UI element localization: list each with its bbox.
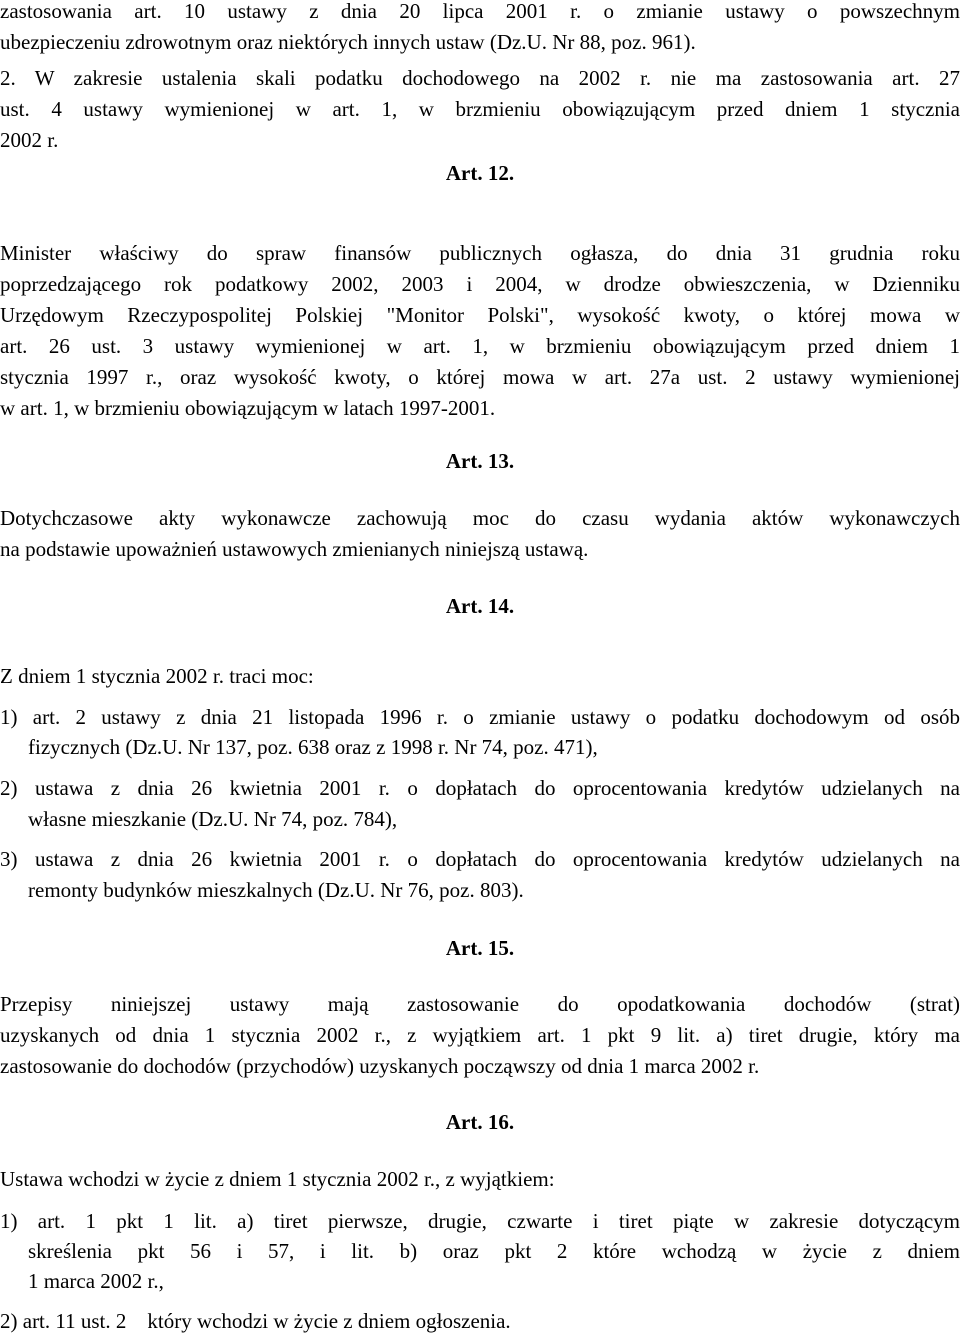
list-item-line: 2) art. 11 ust. 2 który wchodzi w życie z dniem ogłoszenia. bbox=[0, 1309, 511, 1333]
list-item-line: 3) ustawa z dnia 26 kwietnia 2001 r. o dopłatach do oprocentowania kredytów udzielanych na bbox=[0, 847, 960, 871]
paragraph-line: Ustawa wchodzi w życie z dniem 1 stycznia 2002 r., z wyjątkiem: bbox=[0, 1167, 555, 1191]
article-heading: Art. 13. bbox=[445, 449, 515, 473]
intro-line: ubezpieczeniu zdrowotnym oraz niektórych innych ustaw (Dz.U. Nr 88, poz. 961). bbox=[0, 30, 696, 54]
paragraph-line: poprzedzającego rok podatkowy 2002, 2003 i 2004, w drodze obwieszczenia, w Dzienniku bbox=[0, 272, 960, 296]
article-heading: Art. 14. bbox=[445, 594, 515, 618]
intro-line: ust. 4 ustawy wymienionej w art. 1, w brzmieniu obowiązującym przed dniem 1 stycznia bbox=[0, 97, 960, 121]
list-item-line: skreślenia pkt 56 i 57, i lit. b) oraz pkt 2 które wchodzą w życie z dniem bbox=[28, 1239, 960, 1263]
paragraph-line: stycznia 1997 r., oraz wysokość kwoty, o której mowa w art. 27a ust. 2 ustawy wymienionej bbox=[0, 365, 960, 389]
intro-line: zastosowania art. 10 ustawy z dnia 20 lipca 2001 r. o zmianie ustawy o powszechnym bbox=[0, 0, 960, 23]
article-heading: Art. 12. bbox=[445, 161, 515, 185]
paragraph-line: w art. 1, w brzmieniu obowiązującym w latach 1997-2001. bbox=[0, 396, 496, 420]
paragraph-line: Minister właściwy do spraw finansów publicznych ogłasza, do dnia 31 grudnia roku bbox=[0, 241, 960, 265]
paragraph-line: Przepisy niniejszej ustawy mają zastosowanie do opodatkowania dochodów (strat) bbox=[0, 992, 960, 1016]
paragraph-line: art. 26 ust. 3 ustawy wymienionej w art. 1, w brzmieniu obowiązującym przed dniem 1 bbox=[0, 334, 960, 358]
list-item-line: 2) ustawa z dnia 26 kwietnia 2001 r. o dopłatach do oprocentowania kredytów udzielanych na bbox=[0, 776, 960, 800]
list-item-line: własne mieszkanie (Dz.U. Nr 74, poz. 784), bbox=[28, 807, 398, 831]
intro-line: 2. W zakresie ustalenia skali podatku dochodowego na 2002 r. nie ma zastosowania art. 27 bbox=[0, 66, 960, 90]
paragraph-line: Z dniem 1 stycznia 2002 r. traci moc: bbox=[0, 664, 314, 688]
paragraph-line: Dotychczasowe akty wykonawcze zachowują moc do czasu wydania aktów wykonawczych bbox=[0, 506, 960, 530]
article-heading: Art. 15. bbox=[445, 936, 515, 960]
list-item-line: 1) art. 2 ustawy z dnia 21 listopada 1996 r. o zmianie ustawy o podatku dochodowym od osób bbox=[0, 705, 960, 729]
paragraph-line: Urzędowym Rzeczypospolitej Polskiej "Monitor Polski", wysokość kwoty, o której mowa w bbox=[0, 303, 960, 327]
article-heading: Art. 16. bbox=[445, 1110, 515, 1134]
paragraph-line: uzyskanych od dnia 1 stycznia 2002 r., z wyjątkiem art. 1 pkt 9 lit. a) tiret drugie, który ma bbox=[0, 1023, 960, 1047]
list-item-line: 1 marca 2002 r., bbox=[28, 1269, 164, 1293]
paragraph-line: zastosowanie do dochodów (przychodów) uzyskanych począwszy od dnia 1 marca 2002 r. bbox=[0, 1054, 760, 1078]
intro-line: 2002 r. bbox=[0, 128, 59, 152]
list-item-line: remonty budynków mieszkalnych (Dz.U. Nr 76, poz. 803). bbox=[28, 878, 524, 902]
list-item-line: 1) art. 1 pkt 1 lit. a) tiret pierwsze, drugie, czwarte i tiret piąte w zakresie dotyczącym bbox=[0, 1209, 960, 1233]
paragraph-line: na podstawie upoważnień ustawowych zmienianych niniejszą ustawą. bbox=[0, 537, 589, 561]
list-item-line: fizycznych (Dz.U. Nr 137, poz. 638 oraz z 1998 r. Nr 74, poz. 471), bbox=[28, 735, 598, 759]
